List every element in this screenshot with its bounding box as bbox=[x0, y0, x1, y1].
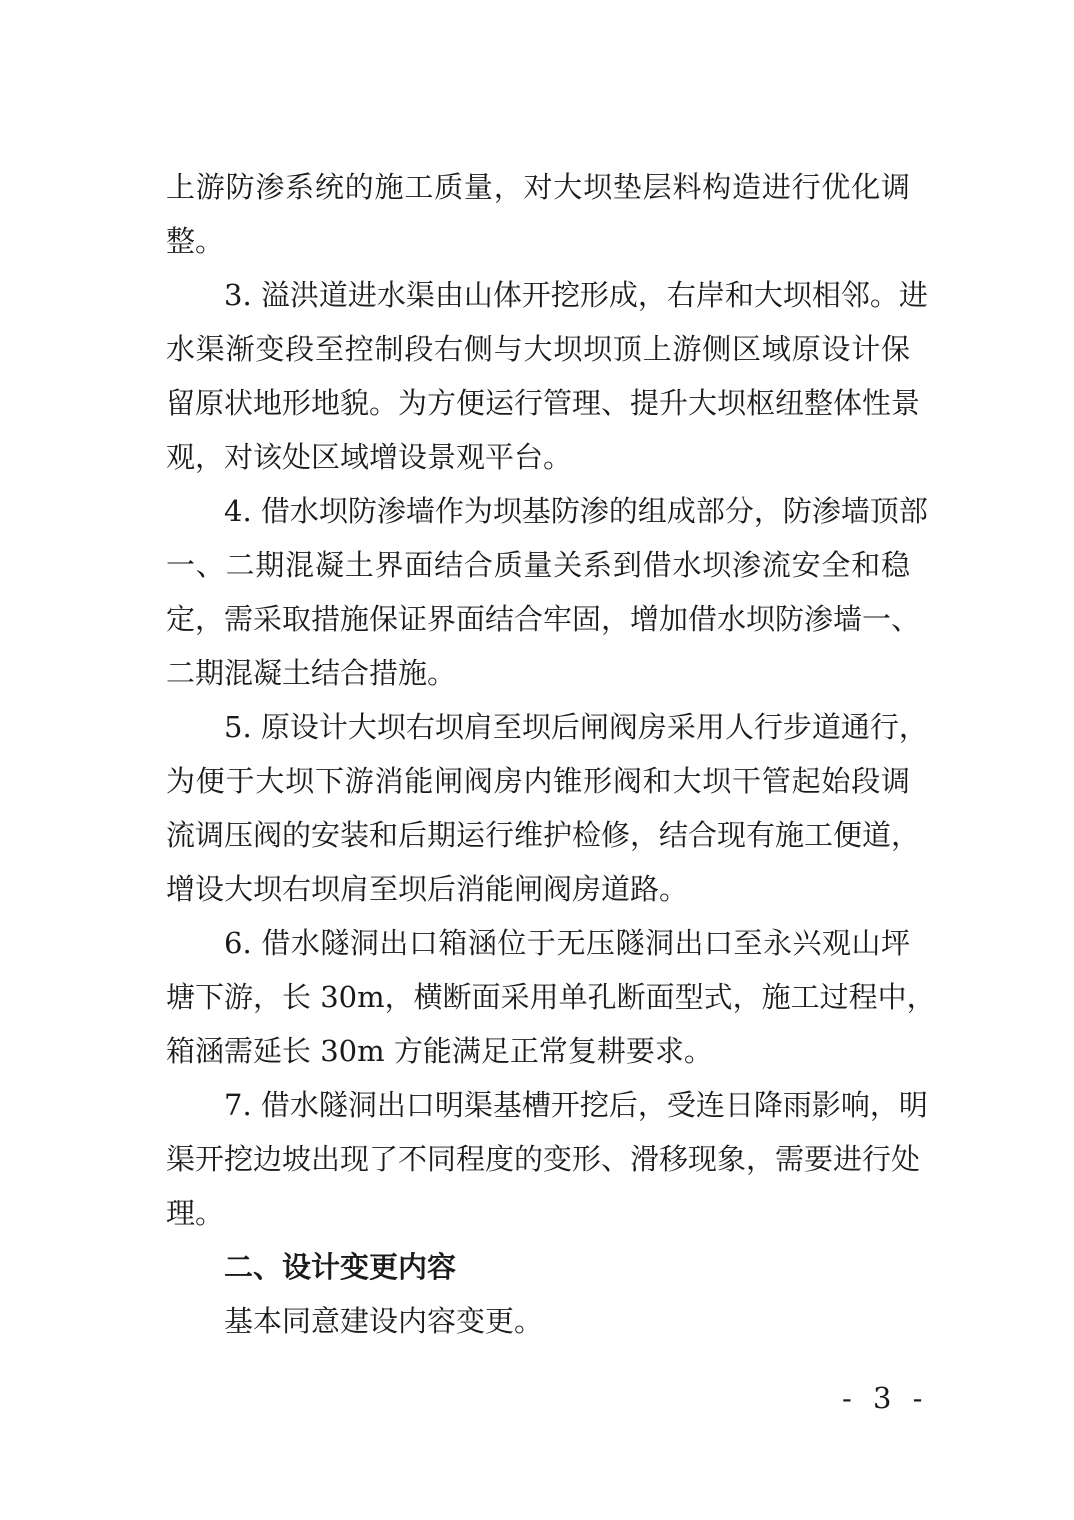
text-line: 增设大坝右坝肩至坝后消能闸阀房道路。 bbox=[166, 872, 689, 906]
text-line: 一、二期混凝土界面结合质量关系到借水坝渗流安全和稳 bbox=[166, 548, 910, 582]
text-line: 流调压阀的安装和后期运行维护检修，结合现有施工便道， bbox=[166, 818, 921, 852]
text-line: 观，对该处区域增设景观平台。 bbox=[166, 440, 573, 474]
paragraph-item-7 bbox=[166, 1078, 928, 1240]
section-body: 基本同意建设内容变更。 bbox=[224, 1304, 544, 1338]
text-line: 3. 溢洪道进水渠由山体开挖形成，右岸和大坝相邻。进 bbox=[224, 278, 928, 312]
text-line: 留原状地形地貌。为方便运行管理、提升大坝枢纽整体性景 bbox=[166, 386, 921, 420]
text-line: 箱涵需延长 30m 方能满足正常复耕要求。 bbox=[166, 1034, 713, 1068]
paragraph-item-6 bbox=[166, 916, 936, 1078]
paragraph-item-4 bbox=[166, 484, 928, 700]
text-line: 理。 bbox=[166, 1196, 225, 1230]
text-line: 4. 借水坝防渗墙作为坝基防渗的组成部分，防渗墙顶部 bbox=[224, 494, 928, 528]
text-line: 为便于大坝下游消能闸阀房内锥形阀和大坝干管起始段调 bbox=[166, 764, 910, 798]
text-line: 5. 原设计大坝右坝肩至坝后闸阀房采用人行步道通行， bbox=[224, 710, 928, 744]
page-number: - 3 - bbox=[842, 1381, 929, 1415]
page-body bbox=[166, 160, 936, 1348]
text-line: 上游防渗系统的施工质量，对大坝垫层料构造进行优化调 bbox=[166, 170, 910, 204]
text-line: 6. 借水隧洞出口箱涵位于无压隧洞出口至永兴观山坪 bbox=[224, 926, 910, 960]
text-line: 塘下游，长 30m，横断面采用单孔断面型式，施工过程中， bbox=[166, 980, 936, 1014]
paragraph-item-3 bbox=[166, 268, 928, 484]
section-heading: 二、设计变更内容 bbox=[224, 1250, 457, 1284]
paragraph-continuation bbox=[166, 160, 910, 268]
text-line: 二期混凝土结合措施。 bbox=[166, 656, 457, 690]
text-line: 整。 bbox=[166, 224, 225, 258]
text-line: 7. 借水隧洞出口明渠基槽开挖后，受连日降雨影响，明 bbox=[224, 1088, 928, 1122]
paragraph-item-5 bbox=[166, 700, 928, 916]
text-line: 定，需采取措施保证界面结合牢固，增加借水坝防渗墙一、 bbox=[166, 602, 921, 636]
text-line: 水渠渐变段至控制段右侧与大坝坝顶上游侧区域原设计保 bbox=[166, 332, 910, 366]
text-line: 渠开挖边坡出现了不同程度的变形、滑移现象，需要进行处 bbox=[166, 1142, 921, 1176]
